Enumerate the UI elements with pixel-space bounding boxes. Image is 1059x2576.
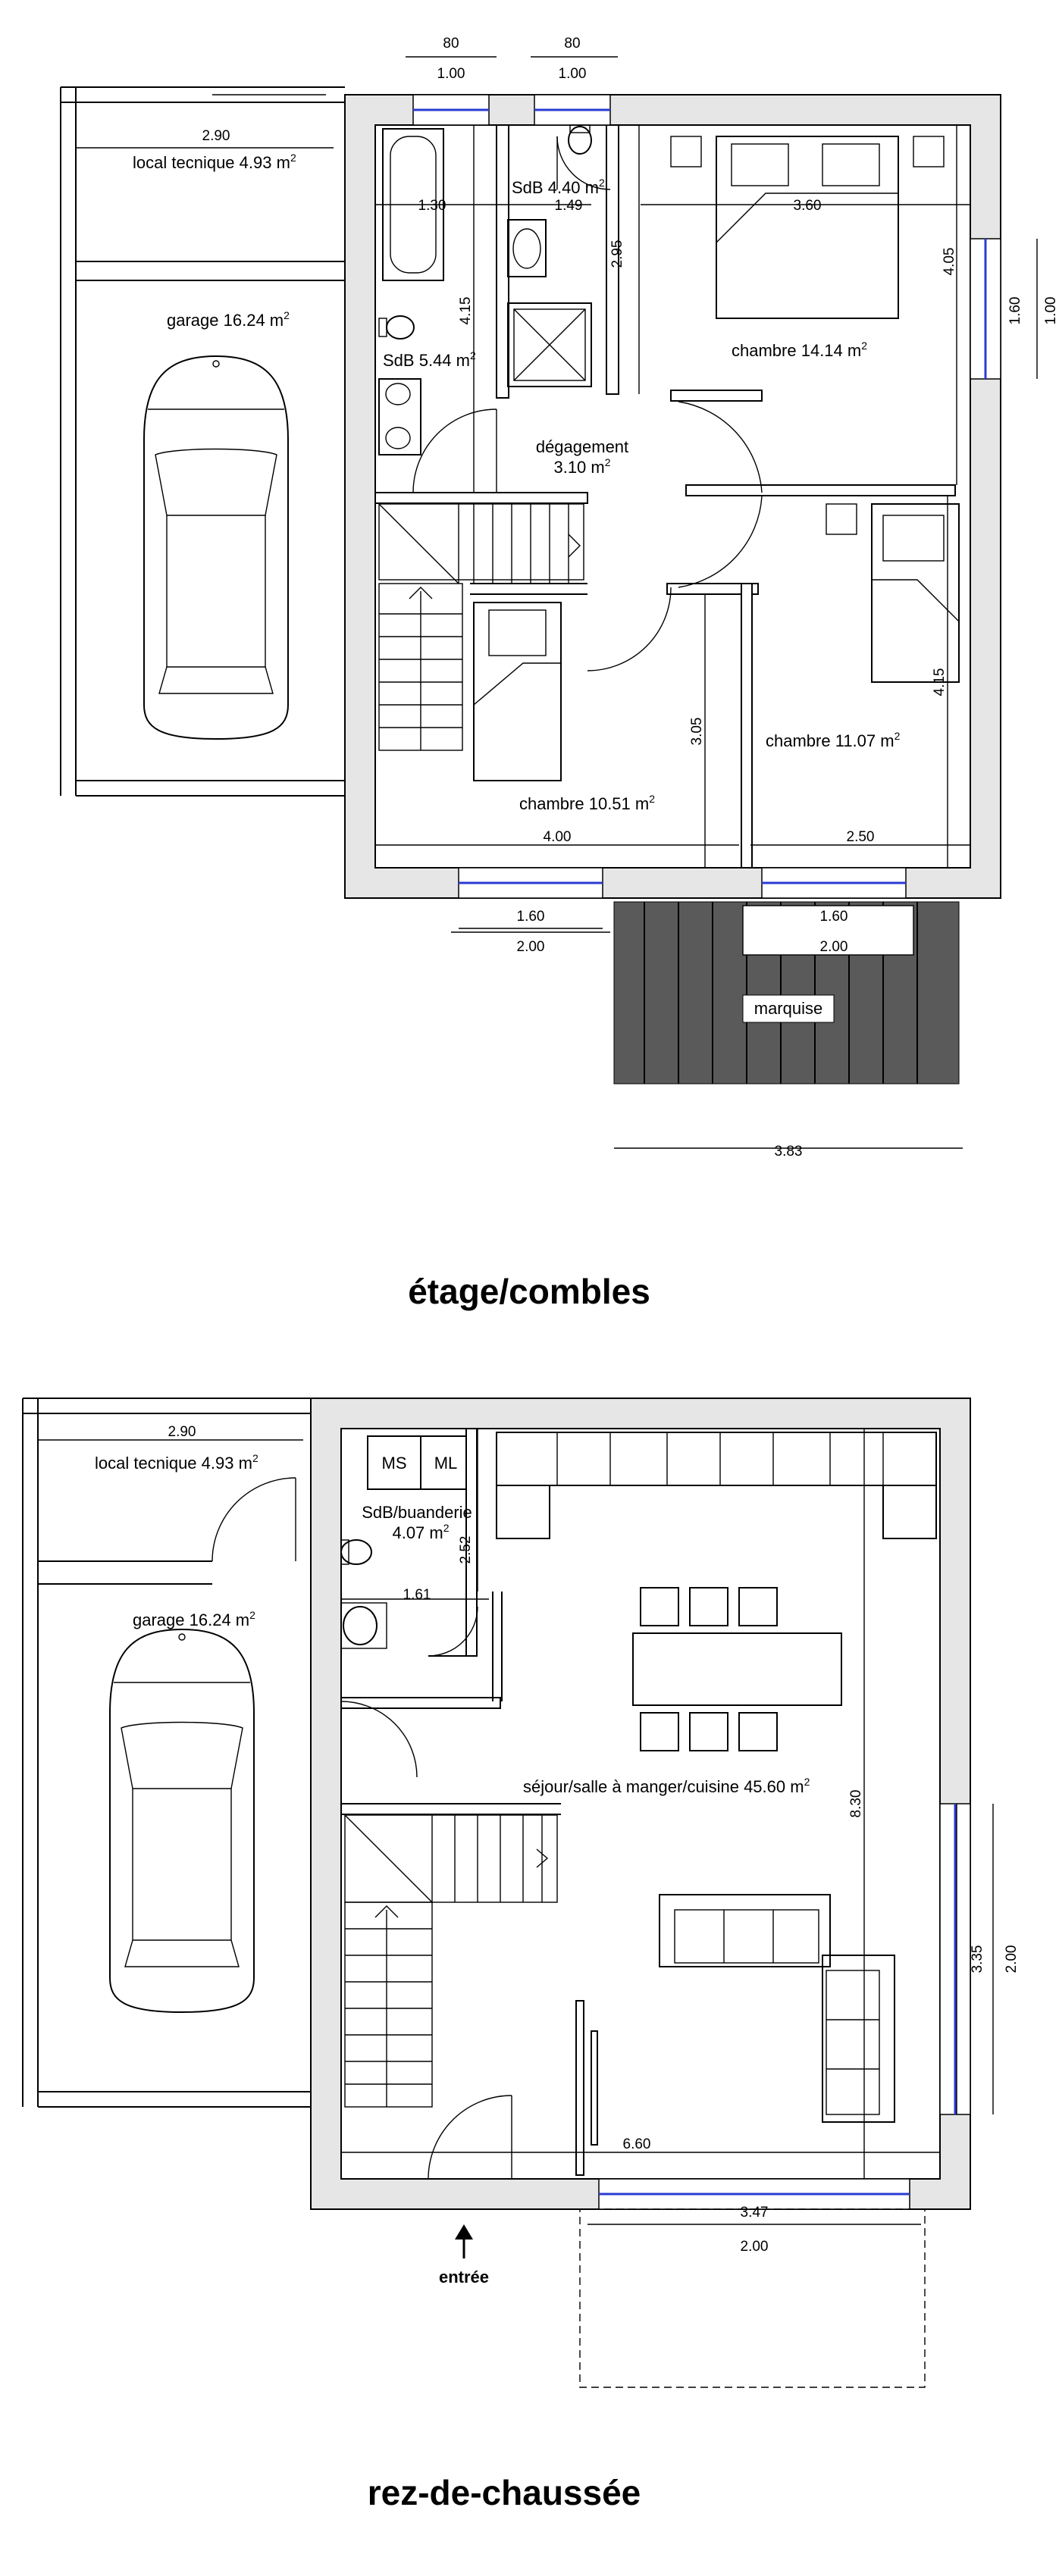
dim-b200b: 2.00 <box>819 939 848 955</box>
upper-stairs <box>379 504 584 750</box>
room-sdb-buanderie-name: SdB/buanderie <box>362 1503 472 1522</box>
dim-415a: 4.15 <box>458 296 474 325</box>
dim-305: 3.05 <box>689 717 705 746</box>
label-entree: entrée <box>438 2268 490 2286</box>
dim-400: 4.00 <box>543 829 572 845</box>
room-sdb1: SdB 4.40 $m^2$ <box>512 177 605 197</box>
dim-830: 8.30 <box>848 1789 864 1818</box>
title-upper-floor: étage/combles <box>408 1272 650 1311</box>
dim-b160b: 1.60 <box>819 909 848 925</box>
dim-window2-top: 80 <box>564 36 581 52</box>
label-ms: MS <box>381 1454 407 1473</box>
dim-200b: 2.00 <box>740 2239 769 2255</box>
dim-window1-bot: 1.00 <box>437 66 465 82</box>
ground-doors <box>341 1607 512 2179</box>
dim-290-ground: 2.90 <box>168 1424 196 1440</box>
room-local-upper: local tecnique 4.93 $m^2$ <box>133 152 296 172</box>
dining-table <box>633 1588 841 1751</box>
dim-290-upper: 2.90 <box>202 128 230 144</box>
dim-415b: 4.15 <box>932 668 948 696</box>
dim-360: 3.60 <box>793 198 822 214</box>
dim-160r: 1.60 <box>1007 296 1023 325</box>
ground-labels <box>95 1424 1020 2512</box>
upper-garage-block <box>61 87 345 796</box>
dim-347: 3.47 <box>740 2205 769 2221</box>
dim-252: 2.52 <box>458 1535 474 1564</box>
dim-383: 3.83 <box>774 1144 803 1160</box>
title-ground-floor: rez-de-chaussée <box>367 2473 641 2512</box>
room-degagement-area: 3.10 $m^2$ <box>553 456 611 477</box>
room-garage-upper: garage 16.24 $m^2$ <box>167 309 290 330</box>
dim-335: 3.35 <box>970 1945 985 1973</box>
ground-interior-walls <box>341 1429 561 1814</box>
dim-660: 6.60 <box>622 2136 651 2152</box>
upper-interior-walls <box>375 125 955 868</box>
ground-dimension-lines <box>38 1429 993 2224</box>
dim-130: 1.30 <box>418 198 446 214</box>
car-upper <box>144 356 288 739</box>
entrance-arrow <box>439 2224 489 2286</box>
room-degagement-name: dégagement <box>535 437 629 456</box>
room-chambre-2: chambre 11.07 $m^2$ <box>766 730 901 750</box>
room-sdb2: SdB 5.44 $m^2$ <box>383 349 476 370</box>
dim-window1-top: 80 <box>443 36 459 52</box>
kitchen-counters <box>497 1432 936 1538</box>
terrace-outline <box>580 2209 925 2387</box>
dim-200r: 2.00 <box>1004 1945 1020 1973</box>
dim-b160a: 1.60 <box>516 909 545 925</box>
upper-labels <box>133 36 1059 1311</box>
dim-250: 2.50 <box>846 829 875 845</box>
dim-295: 2.95 <box>609 239 625 268</box>
bed-chambre-3 <box>474 603 561 781</box>
marquise-canopy <box>614 902 959 1084</box>
dim-window2-bot: 1.00 <box>558 66 587 82</box>
shower <box>508 303 591 387</box>
dim-b200a: 2.00 <box>516 939 545 955</box>
ground-stairs <box>345 1815 557 2107</box>
room-chambre-3: chambre 10.51 $m^2$ <box>519 793 656 813</box>
dim-161: 1.61 <box>403 1587 431 1603</box>
bed-chambre-1 <box>671 136 944 318</box>
laundry-appliances <box>368 1436 466 1489</box>
car-ground <box>110 1629 254 2012</box>
dim-149: 1.49 <box>554 198 583 214</box>
label-marquise: marquise <box>754 999 823 1018</box>
ground-sanitary <box>341 1540 387 1648</box>
sofa-set <box>576 1895 895 2175</box>
sanitary-fixtures <box>379 125 591 455</box>
dim-405: 4.05 <box>942 247 957 276</box>
ground-garage-block <box>23 1398 311 2107</box>
room-sejour: séjour/salle à manger/cuisine 45.60 $m^2$ <box>523 1776 810 1796</box>
room-chambre-1: chambre 14.14 $m^2$ <box>732 340 868 360</box>
room-local-ground: local tecnique 4.93 $m^2$ <box>95 1452 258 1473</box>
dim-100r: 1.00 <box>1043 296 1059 325</box>
ground-windows <box>599 1804 970 2209</box>
upper-floor-plan <box>61 36 1059 1311</box>
ground-floor-plan <box>23 1398 1020 2512</box>
bed-chambre-2 <box>826 504 959 682</box>
room-sdb-buanderie-area: 4.07 $m^2$ <box>392 1522 450 1542</box>
label-ml: ML <box>434 1454 458 1473</box>
room-garage-ground: garage 16.24 $m^2$ <box>133 1609 255 1629</box>
